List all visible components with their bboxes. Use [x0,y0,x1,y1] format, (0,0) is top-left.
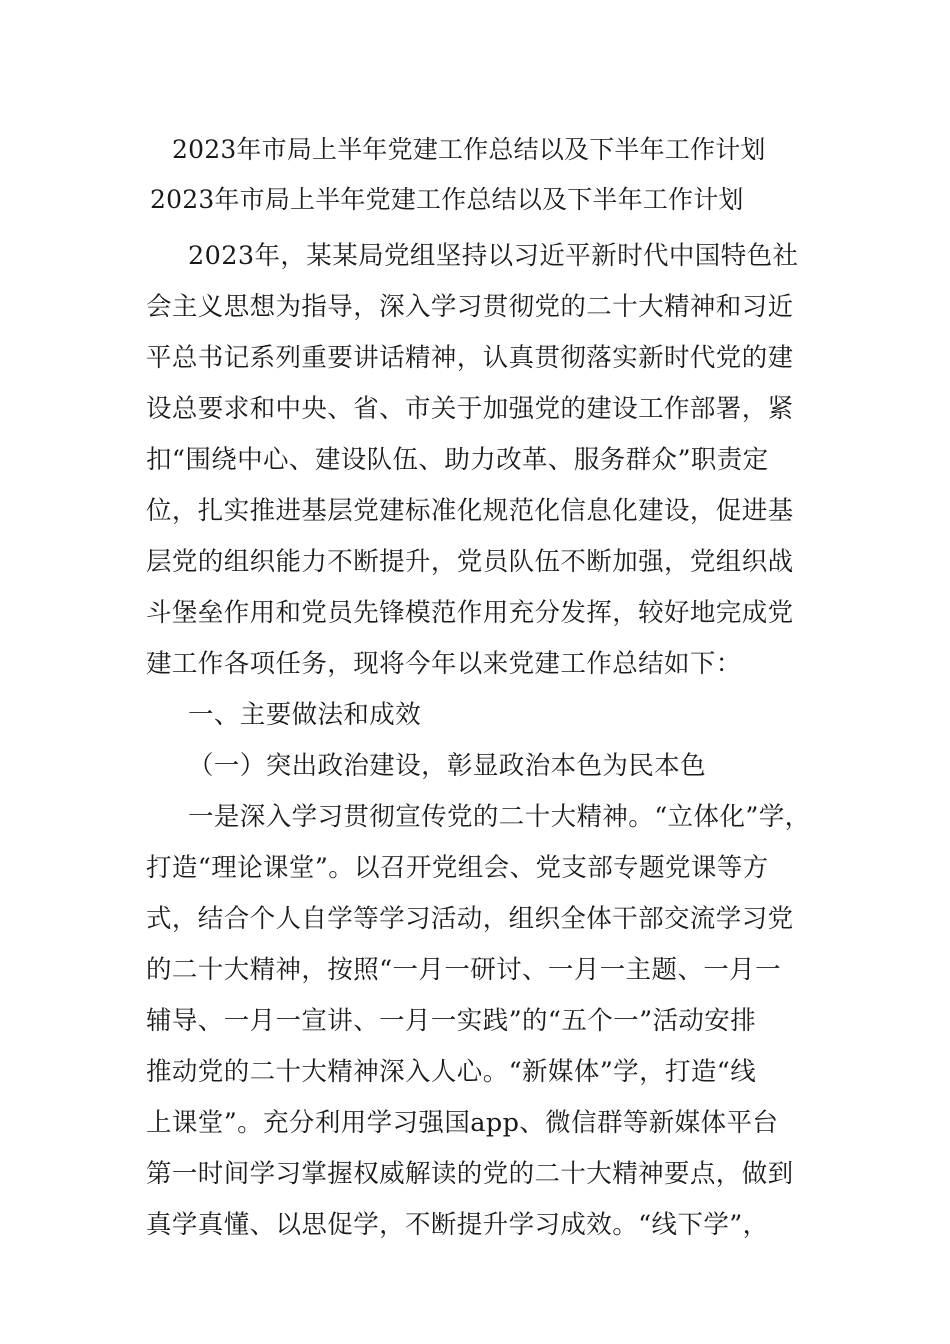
paragraph-line: 真学真懂、以思促学，不断提升学习成效。“线下学”， [146,1210,769,1240]
paragraph-line: 设总要求和中央、省、市关于加强党的建设工作部署，紧 [146,394,794,424]
paragraph-line: 一是深入学习贯彻宣传党的二十大精神。“立体化”学， [188,802,811,832]
paragraph-line: 推动党的二十大精神深入人心。“新媒体”学，打造“线 [146,1057,757,1087]
paragraph-line: 2023年，某某局党组坚持以习近平新时代中国特色社 [188,241,799,271]
paragraph-line: 建工作各项任务，现将今年以来党建工作总结如下： [146,649,742,679]
paragraph-line: 打造“理论课堂”。以召开党组会、党支部专题党课等方 [146,853,769,883]
section-heading: 一、主要做法和成效 [188,700,422,730]
paragraph-line: 层党的组织能力不断提升，党员队伍不断加强，党组织战 [146,547,794,577]
document-body [146,231,810,1251]
paragraph-line: 扣“围绕中心、建设队伍、助力改革、服务群众”职责定 [146,445,769,475]
paragraph-line: 的二十大精神，按照“一月一研讨、一月一主题、一月一 [146,955,782,985]
section-subheading: （一）突出政治建设，彰显政治本色为民本色 [188,751,707,781]
paragraph-line: 会主义思想为指导，深入学习贯彻党的二十大精神和习近 [146,292,794,322]
paragraph-line: 式，结合个人自学等学习活动，组织全体干部交流学习党 [146,904,794,934]
paragraph-line: 平总书记系列重要讲话精神，认真贯彻落实新时代党的建 [146,343,794,373]
paragraph-line: 位，扎实推进基层党建标准化规范化信息化建设，促进基 [146,496,794,526]
paragraph-line: 辅导、一月一宣讲、一月一实践”的“五个一”活动安排 [146,1006,757,1036]
document-title: 2023年市局上半年党建工作总结以及下半年工作计划 [172,135,766,164]
paragraph-line: 第一时间学习掌握权威解读的党的二十大精神要点，做到 [146,1159,794,1189]
document-title-repeat: 2023年市局上半年党建工作总结以及下半年工作计划 [150,185,744,214]
paragraph-line: 上课堂”。充分利用学习强国app、微信群等新媒体平台 [146,1108,779,1138]
paragraph-line: 斗堡垒作用和党员先锋模范作用充分发挥，较好地完成党 [146,598,794,628]
